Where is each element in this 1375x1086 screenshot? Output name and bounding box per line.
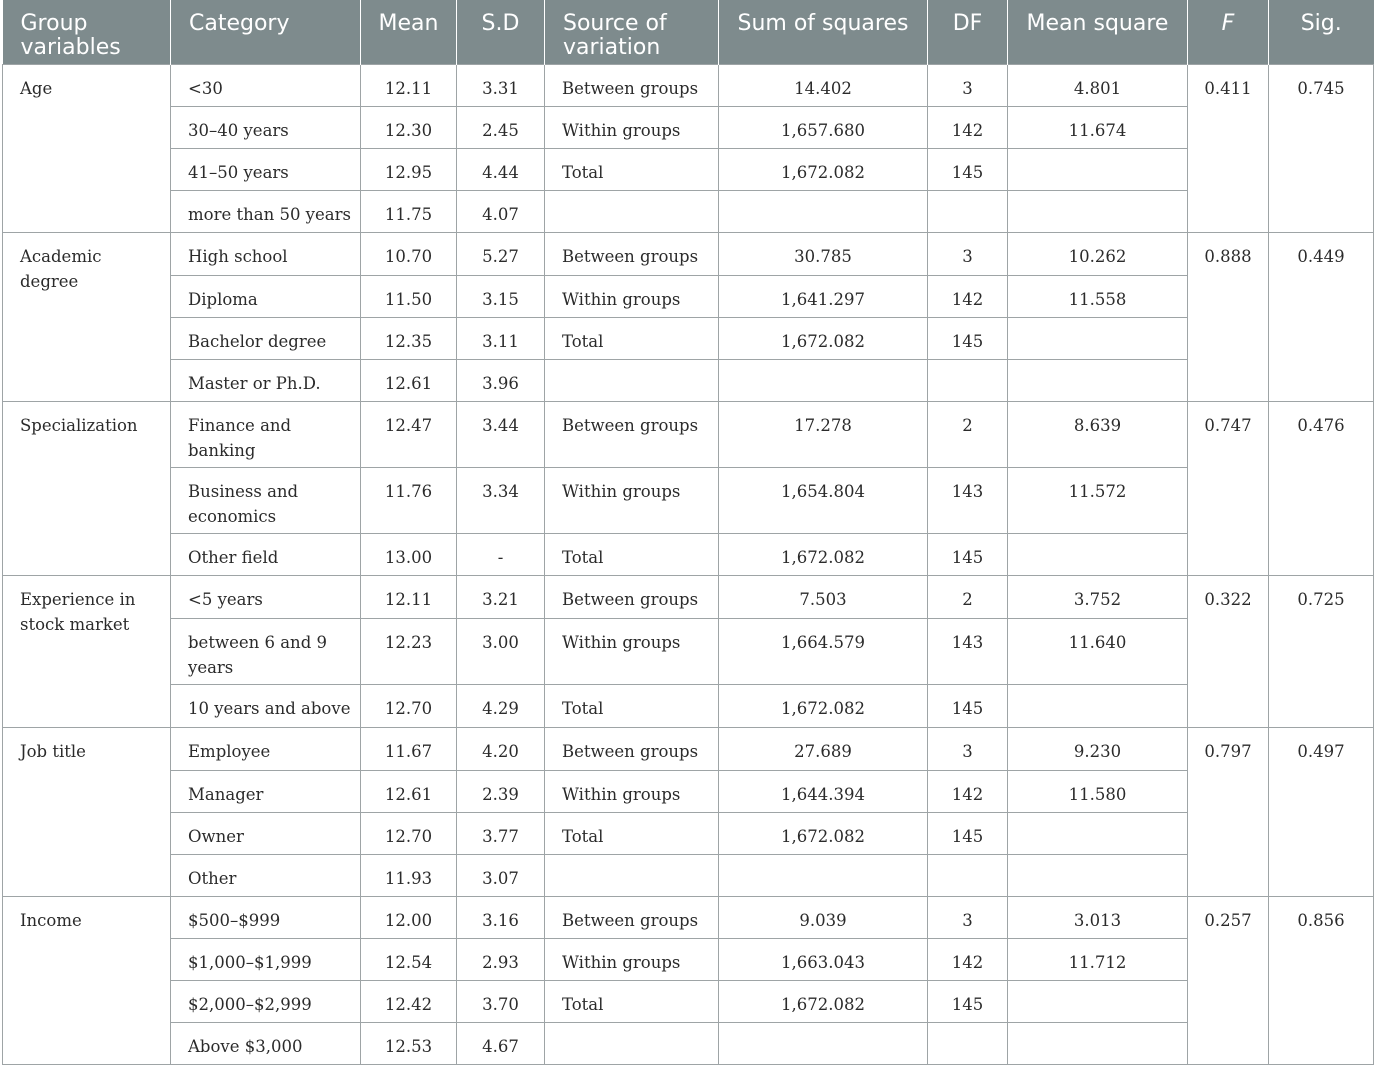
sd-cell: 2.45: [457, 106, 545, 148]
ms-cell: 11.674: [1008, 106, 1188, 148]
table-row: [3, 317, 1374, 359]
table-row: [3, 575, 1374, 618]
ms-cell: [1008, 533, 1188, 575]
ms-cell: 11.640: [1008, 618, 1188, 684]
ms-cell: [1008, 1022, 1188, 1064]
ss-cell: [719, 190, 928, 232]
df-cell: 3: [928, 232, 1008, 275]
ms-cell: 3.752: [1008, 575, 1188, 618]
group-name: Experience in stock market: [3, 575, 171, 727]
table-row: [3, 938, 1374, 980]
header-sd: S.D: [457, 0, 545, 64]
category-cell: 10 years and above: [171, 684, 361, 727]
table-row: [3, 106, 1374, 148]
mean-cell: 12.00: [361, 896, 457, 938]
ms-cell: [1008, 148, 1188, 190]
table-row: [3, 684, 1374, 727]
mean-cell: 11.93: [361, 854, 457, 896]
sd-cell: 3.21: [457, 575, 545, 618]
category-cell: $1,000–$1,999: [171, 938, 361, 980]
source-cell: Total: [545, 684, 719, 727]
sd-cell: 3.70: [457, 980, 545, 1022]
mean-cell: 12.61: [361, 359, 457, 401]
source-cell: Total: [545, 980, 719, 1022]
category-cell: more than 50 years: [171, 190, 361, 232]
df-cell: [928, 190, 1008, 232]
ms-cell: 8.639: [1008, 401, 1188, 467]
header-mean: Mean: [361, 0, 457, 64]
sd-cell: 3.96: [457, 359, 545, 401]
ms-cell: [1008, 684, 1188, 727]
ss-cell: [719, 359, 928, 401]
header-sig: Sig.: [1269, 0, 1374, 64]
df-cell: 145: [928, 812, 1008, 854]
ss-cell: 7.503: [719, 575, 928, 618]
sig-cell: 0.745: [1269, 64, 1374, 232]
ss-cell: 1,672.082: [719, 533, 928, 575]
ms-cell: [1008, 854, 1188, 896]
df-cell: 3: [928, 64, 1008, 106]
mean-cell: 12.42: [361, 980, 457, 1022]
source-cell: Total: [545, 148, 719, 190]
df-cell: 142: [928, 106, 1008, 148]
sig-cell: 0.725: [1269, 575, 1374, 727]
group-name: Age: [3, 64, 171, 232]
source-cell: Within groups: [545, 106, 719, 148]
ss-cell: 1,672.082: [719, 812, 928, 854]
header-group-variables: Group variables: [3, 0, 171, 64]
table-row: [3, 980, 1374, 1022]
sd-cell: 4.07: [457, 190, 545, 232]
source-cell: Total: [545, 812, 719, 854]
category-cell: Business and economics: [171, 467, 361, 533]
source-cell: Between groups: [545, 727, 719, 770]
sig-cell: 0.856: [1269, 896, 1374, 1064]
table-row: [3, 401, 1374, 467]
ms-cell: [1008, 359, 1188, 401]
mean-cell: 12.70: [361, 812, 457, 854]
sd-cell: 4.20: [457, 727, 545, 770]
source-cell: Within groups: [545, 275, 719, 317]
mean-cell: 12.53: [361, 1022, 457, 1064]
header-f: F: [1188, 0, 1269, 64]
category-cell: Other field: [171, 533, 361, 575]
header-sum-of-squares: Sum of squares: [719, 0, 928, 64]
ms-cell: 4.801: [1008, 64, 1188, 106]
sig-cell: 0.497: [1269, 727, 1374, 896]
category-cell: Diploma: [171, 275, 361, 317]
f-cell: 0.747: [1188, 401, 1269, 575]
ss-cell: 17.278: [719, 401, 928, 467]
df-cell: 142: [928, 275, 1008, 317]
f-cell: 0.797: [1188, 727, 1269, 896]
category-cell: 41–50 years: [171, 148, 361, 190]
header-source-of-variation: Source of variation: [545, 0, 719, 64]
table-row: [3, 275, 1374, 317]
table-row: [3, 618, 1374, 684]
mean-cell: 12.61: [361, 770, 457, 812]
source-cell: Within groups: [545, 618, 719, 684]
ms-cell: 3.013: [1008, 896, 1188, 938]
category-cell: Employee: [171, 727, 361, 770]
mean-cell: 12.47: [361, 401, 457, 467]
mean-cell: 12.30: [361, 106, 457, 148]
sd-cell: 4.67: [457, 1022, 545, 1064]
category-cell: $500–$999: [171, 896, 361, 938]
source-cell: Between groups: [545, 896, 719, 938]
table-row: [3, 232, 1374, 275]
df-cell: 2: [928, 401, 1008, 467]
group-name: Specialization: [3, 401, 171, 575]
ss-cell: 1,672.082: [719, 148, 928, 190]
mean-cell: 11.75: [361, 190, 457, 232]
ms-cell: [1008, 980, 1188, 1022]
source-cell: Within groups: [545, 467, 719, 533]
category-cell: between 6 and 9 years: [171, 618, 361, 684]
category-cell: Above $3,000: [171, 1022, 361, 1064]
df-cell: 145: [928, 684, 1008, 727]
sig-cell: 0.476: [1269, 401, 1374, 575]
df-cell: [928, 359, 1008, 401]
df-cell: 3: [928, 727, 1008, 770]
table-row: [3, 533, 1374, 575]
category-cell: High school: [171, 232, 361, 275]
source-cell: Between groups: [545, 575, 719, 618]
ss-cell: [719, 854, 928, 896]
mean-cell: 12.11: [361, 64, 457, 106]
sd-cell: 4.44: [457, 148, 545, 190]
ss-cell: [719, 1022, 928, 1064]
ss-cell: 1,672.082: [719, 317, 928, 359]
anova-table: [2, 0, 1374, 1065]
ss-cell: 1,641.297: [719, 275, 928, 317]
sd-cell: 3.11: [457, 317, 545, 359]
group-name: Academic degree: [3, 232, 171, 401]
mean-cell: 12.95: [361, 148, 457, 190]
ss-cell: 9.039: [719, 896, 928, 938]
category-cell: Owner: [171, 812, 361, 854]
group-name: Income: [3, 896, 171, 1064]
mean-cell: 12.11: [361, 575, 457, 618]
header-row: [3, 0, 1374, 64]
header-category: Category: [171, 0, 361, 64]
ms-cell: [1008, 190, 1188, 232]
table-row: [3, 770, 1374, 812]
ms-cell: 9.230: [1008, 727, 1188, 770]
category-cell: Manager: [171, 770, 361, 812]
category-cell: <30: [171, 64, 361, 106]
ms-cell: 10.262: [1008, 232, 1188, 275]
table-row: [3, 1022, 1374, 1064]
f-cell: 0.257: [1188, 896, 1269, 1064]
table-row: [3, 727, 1374, 770]
sd-cell: 5.27: [457, 232, 545, 275]
ss-cell: 27.689: [719, 727, 928, 770]
df-cell: 143: [928, 618, 1008, 684]
ss-cell: 1,644.394: [719, 770, 928, 812]
table-row: [3, 467, 1374, 533]
f-cell: 0.411: [1188, 64, 1269, 232]
category-cell: Finance and banking: [171, 401, 361, 467]
source-cell: [545, 1022, 719, 1064]
category-cell: $2,000–$2,999: [171, 980, 361, 1022]
ms-cell: 11.558: [1008, 275, 1188, 317]
df-cell: 142: [928, 938, 1008, 980]
sd-cell: 3.31: [457, 64, 545, 106]
category-cell: Other: [171, 854, 361, 896]
ss-cell: 1,657.680: [719, 106, 928, 148]
mean-cell: 11.50: [361, 275, 457, 317]
ss-cell: 1,654.804: [719, 467, 928, 533]
table-row: [3, 148, 1374, 190]
ms-cell: [1008, 812, 1188, 854]
sd-cell: 3.16: [457, 896, 545, 938]
df-cell: 143: [928, 467, 1008, 533]
ms-cell: 11.572: [1008, 467, 1188, 533]
mean-cell: 11.76: [361, 467, 457, 533]
table-row: [3, 812, 1374, 854]
mean-cell: 13.00: [361, 533, 457, 575]
sd-cell: 3.15: [457, 275, 545, 317]
source-cell: [545, 854, 719, 896]
mean-cell: 11.67: [361, 727, 457, 770]
ss-cell: 14.402: [719, 64, 928, 106]
ss-cell: 1,672.082: [719, 684, 928, 727]
header-mean-square: Mean square: [1008, 0, 1188, 64]
table-row: [3, 854, 1374, 896]
mean-cell: 12.54: [361, 938, 457, 980]
ss-cell: 30.785: [719, 232, 928, 275]
header-df: DF: [928, 0, 1008, 64]
df-cell: 3: [928, 896, 1008, 938]
table-row: [3, 64, 1374, 106]
df-cell: 145: [928, 980, 1008, 1022]
df-cell: [928, 854, 1008, 896]
category-cell: Bachelor degree: [171, 317, 361, 359]
sd-cell: 2.93: [457, 938, 545, 980]
category-cell: 30–40 years: [171, 106, 361, 148]
sd-cell: 3.44: [457, 401, 545, 467]
ms-cell: 11.712: [1008, 938, 1188, 980]
source-cell: Within groups: [545, 770, 719, 812]
source-cell: Between groups: [545, 64, 719, 106]
source-cell: Total: [545, 317, 719, 359]
sd-cell: 3.77: [457, 812, 545, 854]
df-cell: 145: [928, 317, 1008, 359]
sd-cell: 3.07: [457, 854, 545, 896]
sd-cell: -: [457, 533, 545, 575]
ms-cell: 11.580: [1008, 770, 1188, 812]
f-cell: 0.888: [1188, 232, 1269, 401]
category-cell: Master or Ph.D.: [171, 359, 361, 401]
mean-cell: 12.70: [361, 684, 457, 727]
source-cell: [545, 359, 719, 401]
df-cell: 145: [928, 533, 1008, 575]
sd-cell: 4.29: [457, 684, 545, 727]
mean-cell: 12.35: [361, 317, 457, 359]
group-name: Job title: [3, 727, 171, 896]
df-cell: [928, 1022, 1008, 1064]
table-row: [3, 359, 1374, 401]
source-cell: Between groups: [545, 401, 719, 467]
ss-cell: 1,663.043: [719, 938, 928, 980]
category-cell: <5 years: [171, 575, 361, 618]
f-cell: 0.322: [1188, 575, 1269, 727]
source-cell: Total: [545, 533, 719, 575]
ms-cell: [1008, 317, 1188, 359]
sd-cell: 3.34: [457, 467, 545, 533]
mean-cell: 12.23: [361, 618, 457, 684]
source-cell: Within groups: [545, 938, 719, 980]
sd-cell: 3.00: [457, 618, 545, 684]
mean-cell: 10.70: [361, 232, 457, 275]
sig-cell: 0.449: [1269, 232, 1374, 401]
df-cell: 2: [928, 575, 1008, 618]
ss-cell: 1,664.579: [719, 618, 928, 684]
table-row: [3, 896, 1374, 938]
df-cell: 145: [928, 148, 1008, 190]
df-cell: 142: [928, 770, 1008, 812]
table-row: [3, 190, 1374, 232]
ss-cell: 1,672.082: [719, 980, 928, 1022]
sd-cell: 2.39: [457, 770, 545, 812]
source-cell: [545, 190, 719, 232]
source-cell: Between groups: [545, 232, 719, 275]
